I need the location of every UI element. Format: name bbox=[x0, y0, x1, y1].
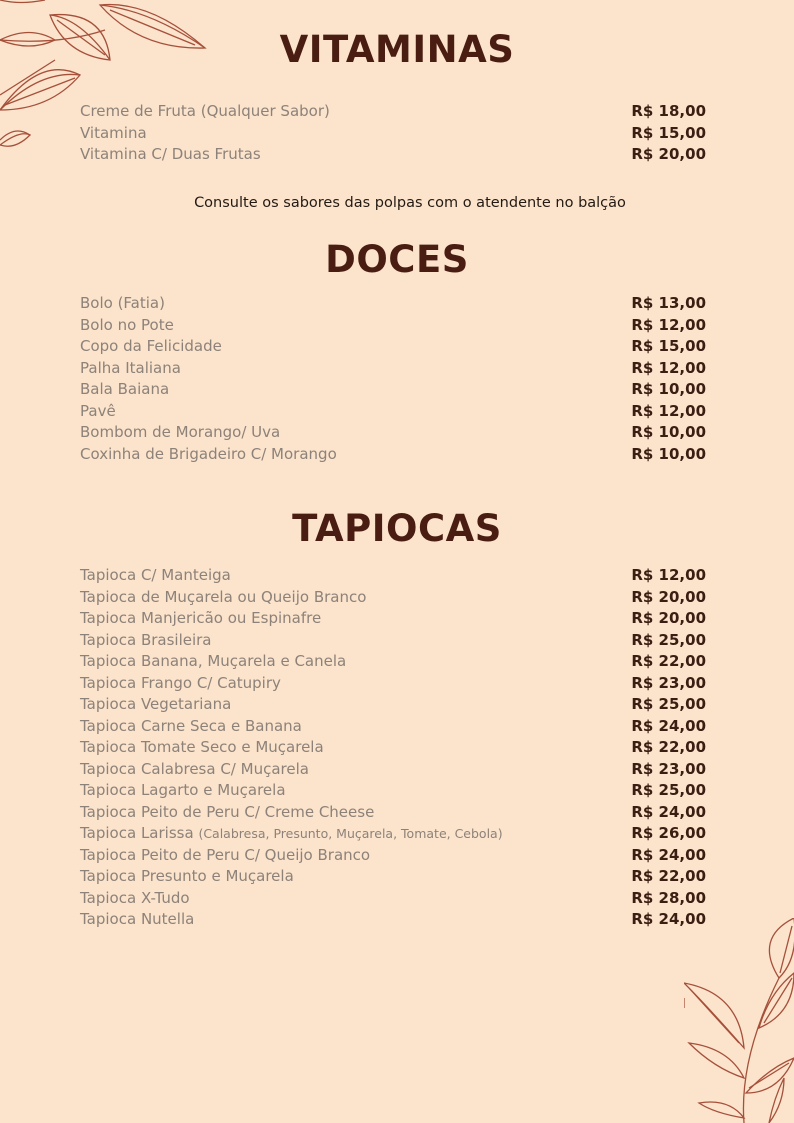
item-price: R$ 20,00 bbox=[631, 145, 706, 163]
item-price: R$ 10,00 bbox=[631, 423, 706, 441]
item-name bbox=[80, 423, 280, 441]
list-item bbox=[80, 695, 706, 717]
list-item bbox=[80, 337, 706, 359]
item-name bbox=[80, 337, 222, 355]
item-name bbox=[80, 294, 165, 312]
item-name-text: Tapioca Calabresa C/ Muçarela bbox=[80, 759, 309, 778]
list-item bbox=[80, 145, 706, 167]
section-title-vitaminas: VITAMINAS bbox=[279, 28, 515, 71]
item-name-text: Tapioca de Muçarela ou Queijo Branco bbox=[80, 587, 367, 606]
item-name bbox=[80, 445, 337, 463]
item-name bbox=[80, 824, 503, 842]
item-name bbox=[80, 359, 181, 377]
item-price: R$ 25,00 bbox=[631, 695, 706, 713]
list-item bbox=[80, 294, 706, 316]
item-name bbox=[80, 695, 231, 713]
list-item bbox=[80, 359, 706, 381]
item-price: R$ 10,00 bbox=[631, 444, 706, 463]
item-name bbox=[80, 316, 174, 334]
item-name-text: Bolo (Fatia) bbox=[80, 294, 165, 312]
item-name bbox=[80, 781, 286, 799]
item-price: R$ 12,00 bbox=[631, 358, 706, 377]
item-name bbox=[80, 609, 321, 627]
item-name bbox=[80, 566, 231, 584]
item-name bbox=[80, 738, 324, 756]
item-name-text: Bombom de Morango/ Uva bbox=[80, 423, 281, 441]
section-title-doces: DOCES bbox=[325, 238, 469, 281]
item-name bbox=[80, 402, 116, 420]
list-item bbox=[80, 760, 706, 782]
item-name-text: Tapioca Manjericão ou Espinafre bbox=[80, 609, 322, 627]
item-name-text: Tapioca Carne Seca e Banana bbox=[80, 716, 302, 735]
item-name-text: Tapioca Peito de Peru C/ Queijo Branco bbox=[80, 845, 371, 864]
item-price: R$ 15,00 bbox=[631, 123, 706, 142]
item-name-text: Tapioca Nutella bbox=[80, 910, 195, 928]
list-item bbox=[80, 566, 706, 588]
list-item bbox=[80, 402, 706, 424]
list-item bbox=[80, 738, 706, 760]
list-item bbox=[80, 652, 706, 674]
list-item bbox=[80, 124, 706, 146]
list-item bbox=[80, 423, 706, 445]
item-price: R$ 25,00 bbox=[631, 630, 706, 649]
item-price: R$ 26,00 bbox=[631, 824, 706, 842]
list-item bbox=[80, 781, 706, 803]
item-price: R$ 24,00 bbox=[631, 716, 706, 735]
item-name bbox=[80, 380, 169, 398]
list-item bbox=[80, 846, 706, 868]
item-price: R$ 22,00 bbox=[631, 738, 706, 756]
item-price: R$ 15,00 bbox=[631, 337, 706, 355]
item-price: R$ 12,00 bbox=[631, 315, 706, 334]
section-title-tapiocas: TAPIOCAS bbox=[292, 507, 502, 550]
item-name-text: Pavê bbox=[80, 401, 116, 420]
item-price: R$ 22,00 bbox=[631, 867, 706, 885]
list-item bbox=[80, 803, 706, 825]
item-name: Vitamina C/ Duas Frutas bbox=[80, 145, 261, 163]
item-price: R$ 24,00 bbox=[631, 845, 706, 864]
item-name-text: Bala Baiana bbox=[80, 380, 170, 398]
item-price: R$ 12,00 bbox=[631, 401, 706, 420]
list-item bbox=[80, 631, 706, 653]
item-name-text: Tapioca Larissa bbox=[80, 824, 194, 842]
item-name bbox=[80, 588, 366, 606]
flavor-note: Consulte os sabores das polpas com o atendente no balção bbox=[194, 195, 626, 211]
list-item bbox=[80, 445, 706, 467]
list-item bbox=[80, 380, 706, 402]
tapiocas-list bbox=[80, 566, 706, 932]
item-price: R$ 18,00 bbox=[631, 102, 706, 120]
item-name-text: Tapioca Frango C/ Catupiry bbox=[80, 673, 281, 692]
item-name bbox=[80, 652, 346, 670]
item-name-text: Tapioca Brasileira bbox=[80, 630, 212, 649]
item-name-text: Coxinha de Brigadeiro C/ Morango bbox=[80, 444, 337, 463]
item-name-text: Tapioca Peito de Peru C/ Creme Cheese bbox=[80, 802, 375, 821]
item-detail: (Calabresa, Presunto, Muçarela, Tomate, Cebola) bbox=[198, 826, 503, 841]
list-item bbox=[80, 889, 706, 911]
item-name-text: Tapioca C/ Manteiga bbox=[80, 566, 231, 584]
item-name bbox=[80, 889, 190, 907]
list-item bbox=[80, 588, 706, 610]
item-name bbox=[80, 760, 309, 778]
list-item bbox=[80, 867, 706, 889]
item-name-text: Tapioca Tomate Seco e Muçarela bbox=[80, 738, 324, 756]
item-name-text: Tapioca Vegetariana bbox=[80, 695, 232, 713]
item-name-text: Tapioca X-Tudo bbox=[80, 888, 190, 907]
list-item bbox=[80, 674, 706, 696]
item-name-text: Palha Italiana bbox=[80, 358, 181, 377]
item-name bbox=[80, 631, 212, 649]
list-item bbox=[80, 717, 706, 739]
item-name bbox=[80, 803, 374, 821]
item-price: R$ 13,00 bbox=[631, 294, 706, 312]
item-name-text: Tapioca Banana, Muçarela e Canela bbox=[80, 652, 347, 670]
item-name bbox=[80, 910, 194, 928]
item-price: R$ 20,00 bbox=[631, 587, 706, 606]
item-price: R$ 25,00 bbox=[631, 781, 706, 799]
item-name-text: Tapioca Lagarto e Muçarela bbox=[80, 781, 286, 799]
item-name-text: Copo da Felicidade bbox=[80, 337, 222, 355]
item-price: R$ 23,00 bbox=[631, 673, 706, 692]
vitaminas-list bbox=[80, 102, 706, 167]
item-price: R$ 24,00 bbox=[631, 802, 706, 821]
item-name bbox=[80, 674, 281, 692]
item-price: R$ 24,00 bbox=[631, 910, 706, 928]
item-price: R$ 22,00 bbox=[631, 652, 706, 670]
list-item bbox=[80, 102, 706, 124]
item-name bbox=[80, 717, 302, 735]
item-name-text: Tapioca Presunto e Muçarela bbox=[80, 867, 294, 885]
list-item bbox=[80, 316, 706, 338]
item-price: R$ 20,00 bbox=[631, 609, 706, 627]
item-price: R$ 12,00 bbox=[631, 566, 706, 584]
list-item bbox=[80, 824, 706, 846]
item-name bbox=[80, 846, 370, 864]
item-price: R$ 28,00 bbox=[631, 888, 706, 907]
doces-list bbox=[80, 294, 706, 466]
list-item bbox=[80, 910, 706, 932]
item-name: Vitamina bbox=[80, 123, 147, 142]
list-item bbox=[80, 609, 706, 631]
item-price: R$ 23,00 bbox=[631, 759, 706, 778]
leaves-icon bbox=[684, 918, 794, 1123]
item-price: R$ 10,00 bbox=[631, 380, 706, 398]
item-name bbox=[80, 867, 294, 885]
item-name: Creme de Fruta (Qualquer Sabor) bbox=[80, 102, 330, 120]
item-name-text: Bolo no Pote bbox=[80, 315, 174, 334]
